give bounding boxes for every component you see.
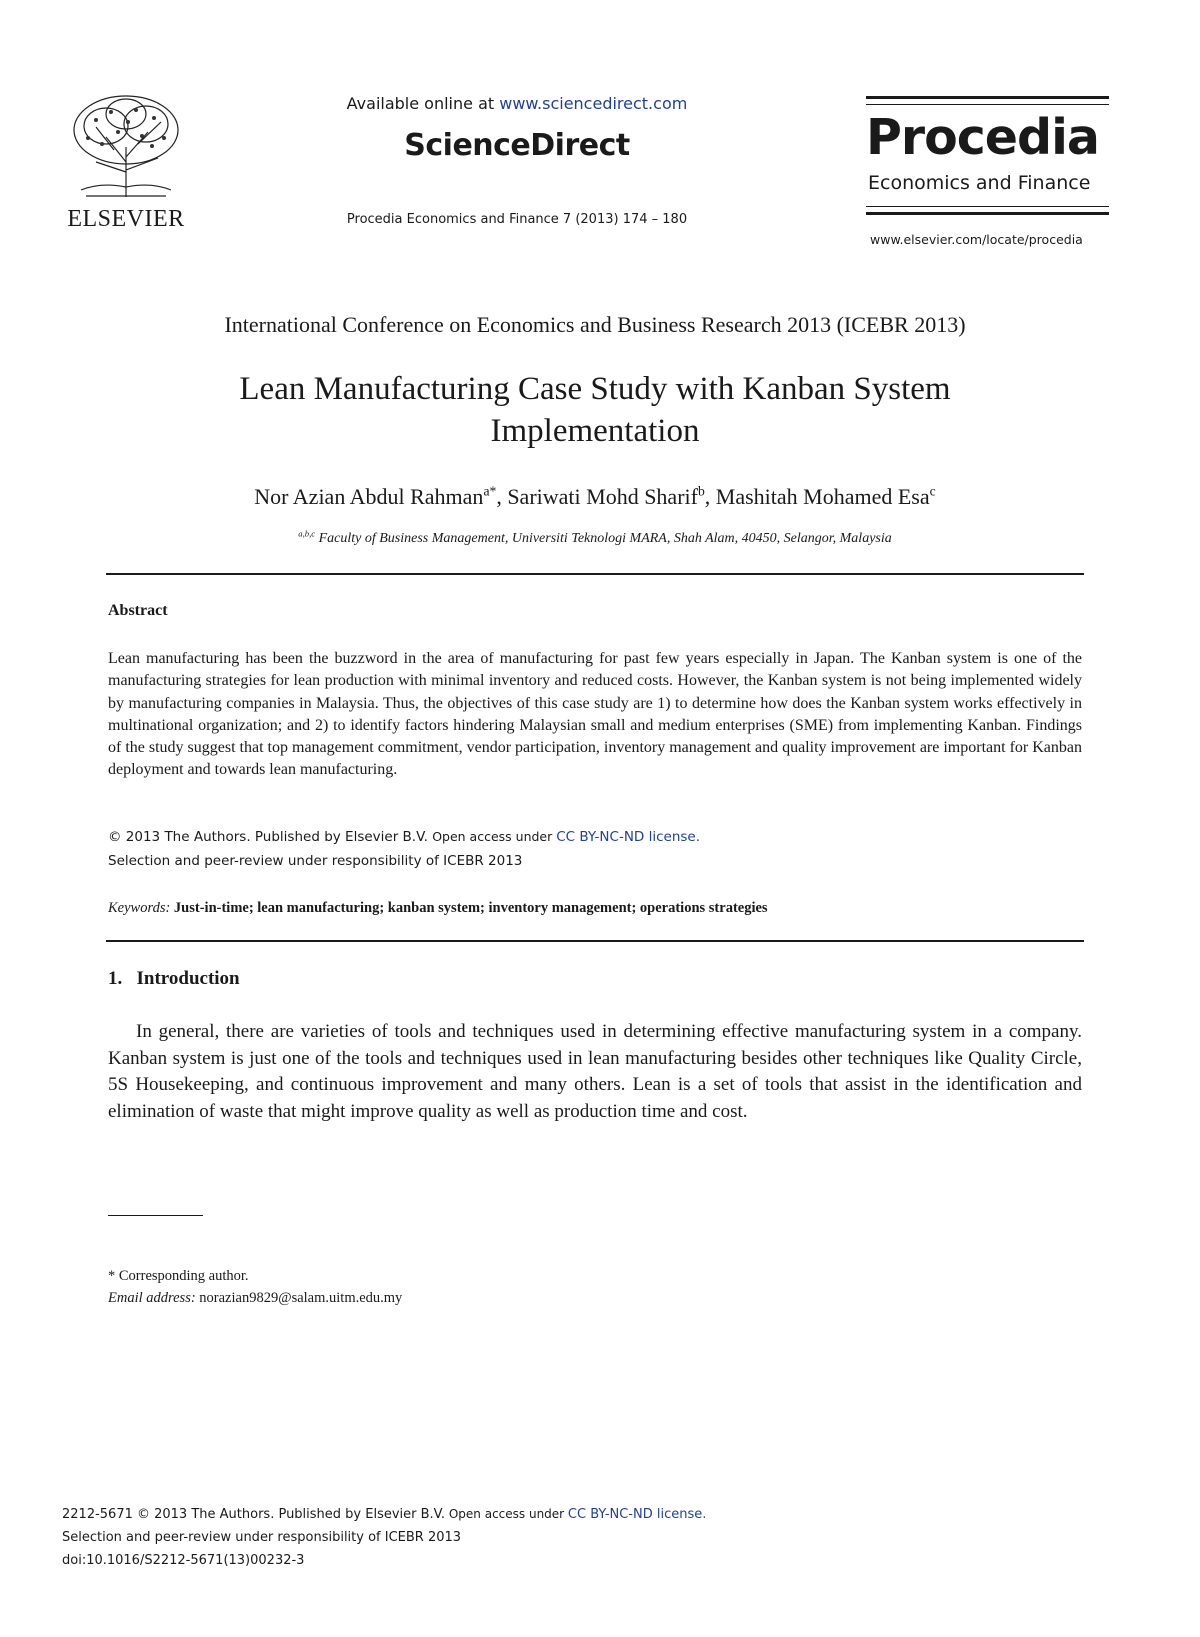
email-address[interactable]: norazian9829@salam.uitm.edu.my	[195, 1290, 403, 1306]
procedia-top-rule-1	[866, 96, 1109, 99]
elsevier-logo	[66, 92, 186, 232]
abstract-top-divider	[106, 573, 1084, 575]
open-access-label: Open access under	[432, 829, 557, 844]
author-list	[100, 484, 1090, 510]
selection-note: Selection and peer-review under responsibility of ICEBR 2013	[108, 853, 523, 869]
affiliation-text: Faculty of Business Management, Universiti Teknologi MARA, Shah Alam, 40450, Selangor, Malaysia	[315, 531, 892, 546]
available-online-label: Available online at	[346, 94, 500, 113]
introduction-paragraph: In general, there are varieties of tools and techniques used in determining effective manufacturing system in a company. Kanban system is just one of the tools and techniques used in lean manufacturing besides other techniques like Quality Circle, 5S Housekeeping, and continuous improvement and many others. Lean is a set of tools that assist in the identification and elimination of waste that might improve quality as well as production time and cost.	[108, 1021, 1082, 1122]
elsevier-tree-icon	[66, 92, 186, 200]
keywords-line	[108, 900, 1082, 917]
journal-url[interactable]: www.elsevier.com/locate/procedia	[870, 232, 1083, 247]
author-separator: ,	[496, 484, 508, 509]
abstract-heading: Abstract	[108, 602, 168, 619]
keywords-label: Keywords:	[108, 900, 171, 916]
paper-title-line-1: Lean Manufacturing Case Study with Kanban System	[239, 371, 951, 407]
procedia-brand	[866, 96, 1114, 232]
author-separator: ,	[704, 484, 716, 509]
footnote-divider	[108, 1215, 203, 1216]
procedia-subtitle: Economics and Finance	[868, 172, 1091, 194]
procedia-title: Procedia	[866, 109, 1099, 166]
copyright-text: © 2013 The Authors. Published by Elsevier B.V.	[108, 829, 428, 845]
elsevier-wordmark: ELSEVIER	[67, 206, 185, 232]
author-name: Nor Azian Abdul Rahman	[254, 484, 484, 509]
abstract-bottom-divider	[106, 940, 1084, 942]
license-link[interactable]: CC BY-NC-ND license.	[556, 829, 701, 845]
author-affiliation-mark: b	[697, 483, 705, 499]
email-line	[108, 1290, 402, 1307]
procedia-top-rule-2	[866, 104, 1109, 105]
keywords-list: Just-in-time; lean manufacturing; kanban system; inventory management; operations strategies	[170, 900, 768, 916]
footer-open-access-label: Open access under	[445, 1507, 568, 1521]
sciencedirect-link[interactable]: www.sciencedirect.com	[499, 94, 688, 113]
corresponding-author-note: * Corresponding author.	[108, 1268, 249, 1284]
author-name: Mashitah Mohamed Esa	[715, 484, 930, 509]
footer-issn-line	[62, 1507, 706, 1522]
sciencedirect-wordmark: ScienceDirect	[404, 128, 630, 163]
footer-selection-note: Selection and peer-review under responsibility of ICEBR 2013	[62, 1530, 462, 1545]
author-name: Sariwati Mohd Sharif	[507, 484, 698, 509]
paper-title-line-2: Implementation	[490, 413, 700, 449]
author-affiliation-mark: a*	[483, 483, 497, 499]
footer-license-link[interactable]: CC BY-NC-ND license.	[567, 1507, 707, 1522]
journal-citation: Procedia Economics and Finance 7 (2013) 174 – 180	[346, 212, 688, 227]
copyright-line	[108, 829, 1082, 845]
available-online	[312, 94, 722, 113]
email-label: Email address:	[108, 1290, 196, 1306]
affiliation	[100, 528, 1090, 547]
procedia-bottom-rule-1	[866, 206, 1109, 207]
author-affiliation-mark: c	[929, 483, 936, 499]
footer-doi[interactable]: doi:10.1016/S2212-5671(13)00232-3	[62, 1553, 305, 1568]
conference-name: International Conference on Economics and Business Research 2013 (ICEBR 2013)	[224, 312, 966, 337]
footer-copyright: 2212-5671 © 2013 The Authors. Published by Elsevier B.V.	[62, 1507, 446, 1522]
section-heading-introduction: 1. Introduction	[108, 968, 240, 989]
abstract-body: Lean manufacturing has been the buzzword in the area of manufacturing for past few years especially in Japan. The Kanban system is one of the manufacturing strategies for lean production with minimal inventory and reduced costs. However, the Kanban system is not being implemented widely by manufacturing companies in Malaysia. Thus, the objectives of this case study are 1) to determine how does the Kanban system works effectively in multinational organization; and 2) to identify factors hindering Malaysian small and medium enterprises (SME) from implementing Kanban. Findings of the study suggest that top management commitment, vendor participation, inventory management and quality improvement are important for Kanban deployment and towards lean manufacturing.	[108, 650, 1082, 779]
procedia-bottom-rule-2	[866, 212, 1109, 215]
affiliation-mark: a,b,c	[298, 528, 316, 539]
